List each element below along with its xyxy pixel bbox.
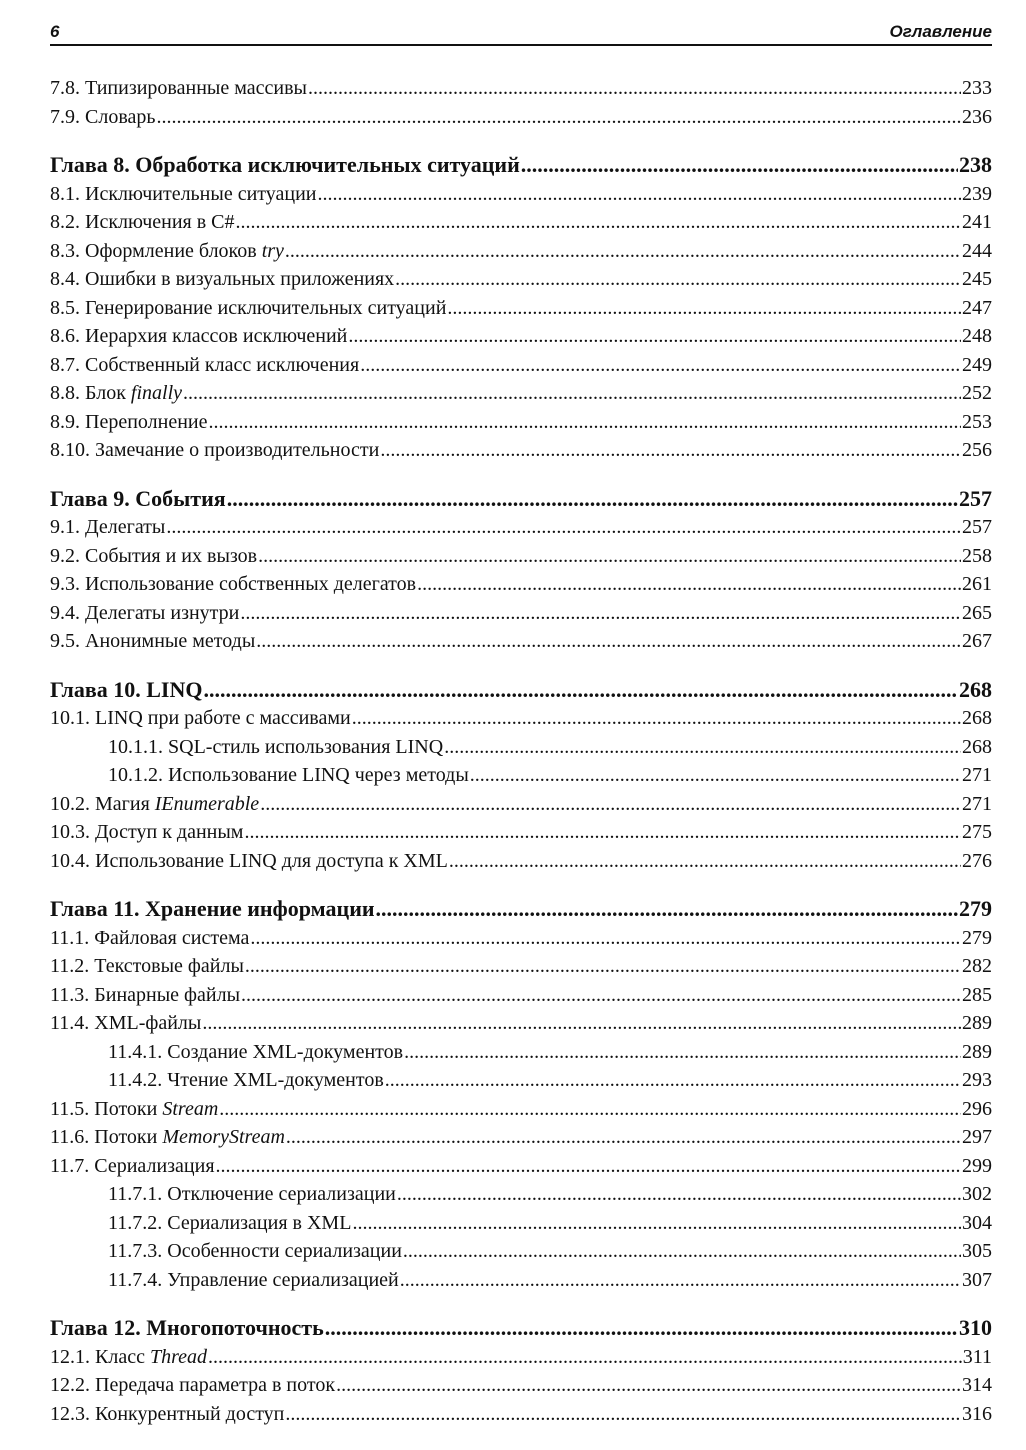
dot-leader [380, 436, 961, 465]
dot-leader [521, 151, 958, 180]
toc-entry-title [50, 294, 446, 323]
toc-entry-title [108, 1266, 399, 1295]
toc-section-entry[interactable] [50, 1400, 992, 1429]
toc-entry-title-text: 9.3. Использование собственных делегатов [50, 573, 417, 595]
dot-leader [470, 761, 961, 790]
toc-page-number: 289 [962, 1040, 992, 1063]
dot-leader [348, 322, 961, 351]
toc-entry-title-italic: Stream [162, 1097, 219, 1120]
toc-entry-title [50, 847, 448, 876]
toc-page-number: 257 [962, 516, 992, 538]
toc-entry-title [108, 1209, 351, 1238]
toc-page-number: 257 [959, 485, 992, 511]
toc-section-entry[interactable] [50, 1123, 992, 1152]
toc-section-entry[interactable] [50, 1152, 992, 1181]
toc-entry-title-text: 11.5. Потоки [50, 1097, 163, 1120]
toc-page-number: 299 [962, 1154, 992, 1177]
toc-page-number: 261 [962, 573, 992, 595]
book-page [50, 16, 992, 1428]
toc-entry-title [50, 570, 416, 599]
dot-leader [285, 1400, 961, 1429]
toc-entry-title-text: 11.3. Бинарные файлы [50, 983, 240, 1006]
toc-section-entry[interactable] [50, 513, 992, 542]
toc-page-number: 233 [962, 77, 992, 99]
toc-entry-title-text: 11.4.1. Создание XML-документов [108, 1040, 404, 1063]
toc-entry-title-text: 8.7. Собственный класс исключения [50, 353, 360, 376]
dot-leader [240, 599, 961, 628]
toc-entry-title-text: 11.4. XML-файлы [50, 1012, 202, 1034]
dot-leader [250, 924, 961, 953]
toc-entry-title-text: 11.2. Текстовые файлы [50, 955, 244, 977]
toc-section-entry[interactable] [50, 1009, 992, 1038]
toc-entry-title-text: 11.7.4. Управление сериализацией [108, 1268, 399, 1291]
dot-leader [203, 676, 958, 705]
toc-entry-title [50, 1123, 285, 1152]
toc-entry-title [50, 704, 351, 733]
page-number: 6 [50, 22, 60, 41]
toc-entry-title [50, 237, 284, 266]
toc-section-entry[interactable] [50, 1095, 992, 1124]
dot-leader [183, 379, 961, 408]
toc-page-number: 279 [959, 896, 992, 921]
dot-leader [157, 103, 962, 132]
toc-entry-title-text: 10.3. Доступ к данным [50, 821, 244, 843]
dot-leader [360, 351, 961, 380]
dot-leader [236, 208, 961, 237]
toc-entry-title [108, 1066, 384, 1095]
toc-entry-title [50, 818, 243, 847]
toc-entry-title-text: 12.2. Передача параметра в поток [50, 1374, 336, 1396]
toc-page-number: 302 [962, 1183, 992, 1205]
dot-leader [317, 180, 961, 209]
toc-page-number: 314 [962, 1374, 992, 1396]
toc-entry-title-text: 11.7. Сериализация [50, 1154, 215, 1177]
dot-leader [449, 847, 961, 876]
dot-leader [325, 1314, 958, 1343]
toc-entry-title [50, 627, 255, 656]
dot-leader [385, 1066, 961, 1095]
toc-subsection-entry[interactable] [50, 1209, 992, 1238]
toc-subsection-entry[interactable] [50, 1038, 992, 1067]
dot-leader [400, 1266, 961, 1295]
toc-section-entry[interactable] [50, 180, 992, 209]
toc-page-number: 293 [962, 1069, 992, 1091]
toc-page-number: 297 [962, 1126, 992, 1148]
toc-section-entry[interactable] [50, 379, 992, 408]
running-title: Оглавление [889, 22, 992, 41]
toc-entry-title [50, 265, 394, 294]
toc-page-number: 236 [962, 105, 992, 128]
toc-entry-title [50, 1095, 218, 1124]
toc-entry-title [50, 1400, 284, 1429]
toc-chapter-entry[interactable] [50, 151, 992, 180]
toc-entry-title [50, 322, 347, 351]
dot-leader [447, 294, 961, 323]
toc-page-number: 285 [962, 983, 992, 1006]
toc-entry-title-text: Глава 9. События [50, 485, 226, 511]
toc-entry-title-text: 10.1. LINQ при работе с массивами [50, 707, 351, 729]
toc-entry-title-text: 8.8. Блок [50, 382, 131, 404]
dot-leader [216, 1152, 961, 1181]
toc-entry-title-text: 7.8. Типизированные массивы [50, 77, 307, 99]
toc-page-number: 275 [962, 821, 992, 843]
toc-section-entry[interactable] [50, 351, 992, 380]
toc-entry-title-text: 11.7.2. Сериализация в XML [108, 1211, 352, 1234]
toc-entry-title-text: 8.6. Иерархия классов исключений [50, 325, 348, 347]
toc-subsection-entry[interactable] [50, 1237, 992, 1266]
toc-page-number: 268 [959, 676, 992, 702]
dot-leader [444, 733, 961, 762]
toc-section-entry[interactable] [50, 570, 992, 599]
toc-entry-title [108, 733, 443, 762]
dot-leader [208, 408, 961, 437]
dot-leader [208, 1343, 962, 1372]
toc-entry-title [50, 981, 240, 1010]
dot-leader [376, 895, 958, 924]
toc-section-entry[interactable] [50, 103, 992, 132]
toc-entry-title-text: 8.9. Переполнение [50, 410, 208, 433]
toc-page-number: 289 [962, 1012, 992, 1034]
dot-leader [245, 952, 961, 981]
toc-entry-title [50, 599, 239, 628]
toc-entry-title-text: 11.7.1. Отключение сериализации [108, 1183, 396, 1205]
toc-page-number: 304 [962, 1211, 992, 1234]
toc-section-entry[interactable] [50, 208, 992, 237]
toc-entry-title-text: Глава 8. Обработка исключительных ситуаций [50, 152, 520, 177]
toc-subsection-entry[interactable] [50, 733, 992, 762]
toc-entry-title-text: 11.1. Файловая система [50, 926, 250, 949]
toc-entry-title-text: 11.7.3. Особенности сериализации [108, 1240, 402, 1262]
toc-page-number: 239 [962, 182, 992, 205]
toc-section-entry[interactable] [50, 408, 992, 437]
toc-page-number: 279 [962, 926, 992, 949]
toc-entry-title-italic: try [261, 239, 284, 262]
dot-leader [244, 818, 961, 847]
toc-entry-title-text: 11.4.2. Чтение XML-документов [108, 1069, 384, 1091]
toc-entry-title [50, 103, 156, 132]
toc-section-entry[interactable] [50, 1343, 992, 1372]
dot-leader [336, 1371, 961, 1400]
toc-section-entry[interactable] [50, 627, 992, 656]
toc-section-entry[interactable] [50, 952, 992, 981]
toc-entry-title-text: 11.6. Потоки [50, 1126, 163, 1148]
toc-entry-title-text: 8.10. Замечание о производительности [50, 439, 380, 461]
toc-section-entry[interactable] [50, 237, 992, 266]
toc-page-number: 245 [962, 268, 992, 290]
toc-entry-title-text: 9.1. Делегаты [50, 516, 166, 538]
dot-leader [227, 485, 958, 514]
toc-entry-title [50, 485, 226, 514]
toc-section-entry[interactable] [50, 1371, 992, 1400]
toc-section-entry[interactable] [50, 704, 992, 733]
toc-section-entry[interactable] [50, 542, 992, 571]
dot-leader [202, 1009, 961, 1038]
toc-section-entry[interactable] [50, 847, 992, 876]
toc-page-number: 256 [962, 439, 992, 461]
toc-entry-title-text: Глава 12. Многопоточность [50, 1315, 324, 1340]
toc-entry-title [50, 408, 207, 437]
toc-page-number: 248 [962, 325, 992, 347]
toc-entry-title [50, 151, 520, 180]
toc-entry-title [50, 351, 359, 380]
toc-entry-title-text: 10.2. Магия [50, 792, 155, 815]
toc-entry-title [50, 379, 182, 408]
dot-leader [219, 1095, 961, 1124]
dot-leader [285, 237, 961, 266]
toc-page-number: 267 [962, 630, 992, 652]
toc-entry-title-text: 10.4. Использование LINQ для доступа к XML [50, 849, 448, 872]
toc-section-entry[interactable] [50, 265, 992, 294]
toc-page-number: 307 [962, 1268, 992, 1291]
toc-entry-title [50, 1009, 201, 1038]
dot-leader [397, 1180, 961, 1209]
toc-entry-title [50, 74, 307, 103]
toc-chapter-entry[interactable] [50, 1314, 992, 1343]
toc-entry-title [50, 1152, 215, 1181]
toc-page-number: 253 [962, 410, 992, 433]
toc-page-number: 276 [962, 849, 992, 872]
toc-entry-title [108, 1180, 396, 1209]
toc-entry-title-italic: finally [130, 382, 183, 404]
toc-page-number: 265 [962, 601, 992, 624]
toc-section-entry[interactable] [50, 790, 992, 819]
toc-entry-title-text: 8.5. Генерирование исключительных ситуаций [50, 296, 447, 319]
toc-section-entry[interactable] [50, 924, 992, 953]
toc-entry-title [50, 1371, 335, 1400]
toc-entry-title-text: 10.1.1. SQL-стиль использования LINQ [108, 735, 444, 758]
toc-page-number: 311 [962, 1345, 992, 1368]
dot-leader [241, 981, 961, 1010]
toc-entry-title-text: 9.5. Анонимные методы [50, 630, 256, 652]
dot-leader [166, 513, 961, 542]
toc-page-number: 241 [962, 211, 992, 233]
toc-section-entry[interactable] [50, 981, 992, 1010]
toc-section-entry[interactable] [50, 599, 992, 628]
toc-page-number: 249 [962, 353, 992, 376]
toc-chapter-entry[interactable] [50, 676, 992, 705]
toc-entry-title [50, 436, 379, 465]
toc-entry-title-text: 12.1. Класс [50, 1345, 150, 1368]
toc-page-number: 296 [962, 1097, 992, 1120]
toc-entry-title [50, 790, 259, 819]
toc-entry-title [50, 208, 235, 237]
toc-entry-title-text: Глава 11. Хранение информации [50, 896, 375, 921]
toc-entry-title-text: 8.4. Ошибки в визуальных приложениях [50, 268, 395, 290]
dot-leader [403, 1237, 961, 1266]
toc-entry-title-italic: Thread [149, 1345, 207, 1368]
toc-section-entry[interactable] [50, 436, 992, 465]
toc-page-number: 268 [962, 735, 992, 758]
dot-leader [258, 542, 961, 571]
toc-page-number: 310 [959, 1315, 992, 1340]
toc-entry-title-text: 10.1.2. Использование LINQ через методы [108, 764, 469, 786]
toc-page-number: 247 [962, 296, 992, 319]
toc-entry-title-italic: IEnumerable [154, 792, 260, 815]
toc-entry-title [108, 761, 469, 790]
toc-entry-title-text: 8.1. Исключительные ситуации [50, 182, 317, 205]
toc-page-number: 258 [962, 544, 992, 567]
toc-entry-title [108, 1237, 402, 1266]
toc-page-number: 252 [962, 382, 992, 404]
toc-entry-title [50, 895, 375, 924]
toc-section-entry[interactable] [50, 322, 992, 351]
toc-entry-title-italic: MemoryStream [162, 1126, 285, 1148]
toc-subsection-entry[interactable] [50, 1180, 992, 1209]
dot-leader [260, 790, 961, 819]
dot-leader [352, 1209, 961, 1238]
dot-leader [404, 1038, 961, 1067]
dot-leader [352, 704, 961, 733]
toc-section-entry[interactable] [50, 74, 992, 103]
toc-entry-title [50, 676, 202, 705]
toc-chapter-entry[interactable] [50, 895, 992, 924]
toc-section-entry[interactable] [50, 294, 992, 323]
dot-leader [308, 74, 961, 103]
toc-chapter-entry[interactable] [50, 485, 992, 514]
toc-entry-title-text: 12.3. Конкурентный доступ [50, 1402, 285, 1425]
toc-page-number: 238 [959, 152, 992, 177]
toc-page-number: 268 [962, 707, 992, 729]
toc-entry-title-text: 9.2. События и их вызов [50, 544, 258, 567]
running-header [50, 16, 992, 46]
toc-entry-title [50, 952, 244, 981]
toc-subsection-entry[interactable] [50, 1266, 992, 1295]
toc-entry-title-text: 7.9. Словарь [50, 105, 156, 128]
dot-leader [256, 627, 961, 656]
toc-page-number: 305 [962, 1240, 992, 1262]
dot-leader [286, 1123, 961, 1152]
toc-entry-title [108, 1038, 403, 1067]
toc-entry-title-text: 9.4. Делегаты изнутри [50, 601, 240, 624]
toc-section-entry[interactable] [50, 818, 992, 847]
toc-entry-title [50, 513, 165, 542]
toc-subsection-entry[interactable] [50, 761, 992, 790]
toc-entry-title [50, 1343, 207, 1372]
dot-leader [395, 265, 961, 294]
toc-page-number: 244 [962, 239, 992, 262]
toc-entry-title-text: Глава 10. LINQ [50, 676, 203, 702]
toc-page-number: 271 [962, 764, 992, 786]
toc-subsection-entry[interactable] [50, 1066, 992, 1095]
toc-entry-title-text: 8.3. Оформление блоков [50, 239, 262, 262]
toc-entry-title [50, 542, 257, 571]
toc-entry-title [50, 924, 249, 953]
dot-leader [417, 570, 961, 599]
toc-entry-title [50, 180, 316, 209]
toc-page-number: 316 [962, 1402, 992, 1425]
table-of-contents [50, 74, 992, 1428]
toc-page-number: 282 [962, 955, 992, 977]
toc-entry-title-text: 8.2. Исключения в C# [50, 211, 235, 233]
toc-page-number: 271 [962, 792, 992, 815]
toc-entry-title [50, 1314, 324, 1343]
